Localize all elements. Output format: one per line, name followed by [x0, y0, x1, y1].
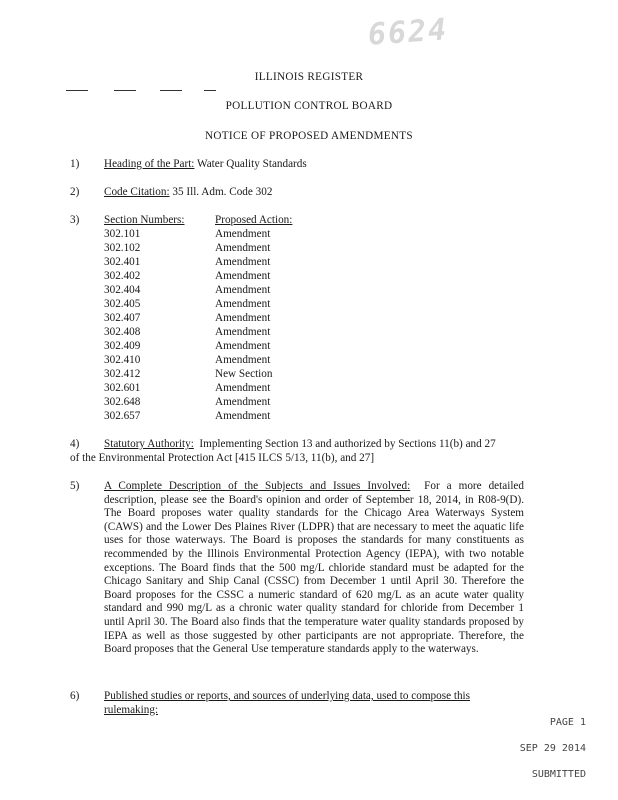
- page-stamp: 6624: [366, 12, 450, 53]
- item-text: For a more detailed description, please see the Board's opinion and order of September 18, 2014, in R08-9(D). The Board proposes water quality standards for the Chicago Area Waterways System (CAWS) and the Lower Des Plaines River (LDPR) that are necessary to meet the aquatic life uses for those waterways. The Board is proposes the standards for many constituents as recommended by the Illinois Environmental Protection Agency (IEPA), with two notable exceptions. The Board finds that the 500 mg/L chloride standard must be adapted for the Chicago Sanitary and Ship Canal (CSSC) from December 1 until April 30. Therefore the Board proposes for the CSSC a numeric standard of 620 mg/L as an acute water quality standard and 990 mg/L as a chronic water quality standard for chloride from December 1 until April 30. The Board also finds that the temperature water quality standards proposed by IEPA as well as those suggested by other participants are not appropriate. Therefore, the Board proposes that the General Use temperature standards apply to the waterways.: [104, 480, 524, 656]
- header-dash: [204, 90, 216, 91]
- proposed-action: Amendment: [215, 382, 271, 394]
- section-number: 302.601: [104, 382, 141, 394]
- footer-page: PAGE 1: [549, 717, 586, 728]
- item-6: [104, 690, 524, 717]
- footer-submitted: SUBMITTED: [531, 769, 586, 780]
- footer-date: SEP 29 2014: [519, 743, 586, 754]
- agency-title: POLLUTION CONTROL BOARD: [225, 100, 393, 112]
- item-number: 4): [70, 438, 80, 450]
- item-4: [104, 438, 524, 452]
- header-dash: [114, 90, 136, 91]
- item-number: 3): [70, 214, 80, 226]
- proposed-action-heading: Proposed Action:: [215, 214, 293, 226]
- proposed-action: Amendment: [215, 242, 271, 254]
- proposed-action: Amendment: [215, 410, 271, 422]
- proposed-action: Amendment: [215, 312, 271, 324]
- proposed-action-list: [215, 228, 272, 424]
- proposed-action: Amendment: [215, 228, 271, 240]
- section-number-list: [104, 228, 140, 424]
- proposed-action: Amendment: [215, 284, 271, 296]
- section-number: 302.408: [104, 326, 141, 338]
- item-text-continued: of the Environmental Protection Act [415 ILCS 5/13, 11(b), and 27]: [70, 452, 375, 464]
- section-number: 302.412: [104, 368, 141, 380]
- register-title: ILLINOIS REGISTER: [254, 71, 364, 83]
- proposed-action: Amendment: [215, 270, 271, 282]
- section-number: 302.648: [104, 396, 141, 408]
- item-value: Water Quality Standards: [197, 158, 307, 170]
- section-number: 302.657: [104, 410, 141, 422]
- proposed-action: Amendment: [215, 354, 271, 366]
- proposed-action: Amendment: [215, 256, 271, 268]
- item-label: Heading of the Part:: [104, 158, 195, 170]
- item-value: 35 Ill. Adm. Code 302: [172, 186, 273, 198]
- item-number: 1): [70, 158, 80, 170]
- section-number: 302.402: [104, 270, 141, 282]
- item-text: rulemaking:: [104, 703, 159, 716]
- proposed-action: New Section: [215, 368, 273, 380]
- item-label: A Complete Description of the Subjects and Issues Involved:: [104, 480, 411, 492]
- item-text: Published studies or reports, and sources of underlying data, used to compose this: [104, 690, 471, 702]
- item-5: [104, 480, 524, 657]
- item-label: Statutory Authority:: [104, 438, 194, 450]
- proposed-action: Amendment: [215, 326, 271, 338]
- section-number: 302.405: [104, 298, 141, 310]
- section-numbers-heading: Section Numbers:: [104, 214, 185, 226]
- item-1: [104, 158, 307, 172]
- proposed-action: Amendment: [215, 340, 271, 352]
- item-number: 2): [70, 186, 80, 198]
- section-number: 302.407: [104, 312, 141, 324]
- section-number: 302.404: [104, 284, 141, 296]
- item-text: Implementing Section 13 and authorized by Sections 11(b) and 27: [199, 438, 496, 450]
- proposed-action: Amendment: [215, 298, 271, 310]
- section-number: 302.410: [104, 354, 141, 366]
- section-number: 302.401: [104, 256, 141, 268]
- item-number: 5): [70, 480, 80, 492]
- notice-title: NOTICE OF PROPOSED AMENDMENTS: [205, 130, 413, 142]
- item-2: [104, 186, 272, 200]
- item-number: 6): [70, 690, 80, 702]
- proposed-action: Amendment: [215, 396, 271, 408]
- section-number: 302.102: [104, 242, 141, 254]
- item-label: Code Citation:: [104, 186, 170, 198]
- section-number: 302.409: [104, 340, 141, 352]
- header-dash: [66, 90, 88, 91]
- section-number: 302.101: [104, 228, 141, 240]
- header-dash: [160, 90, 182, 91]
